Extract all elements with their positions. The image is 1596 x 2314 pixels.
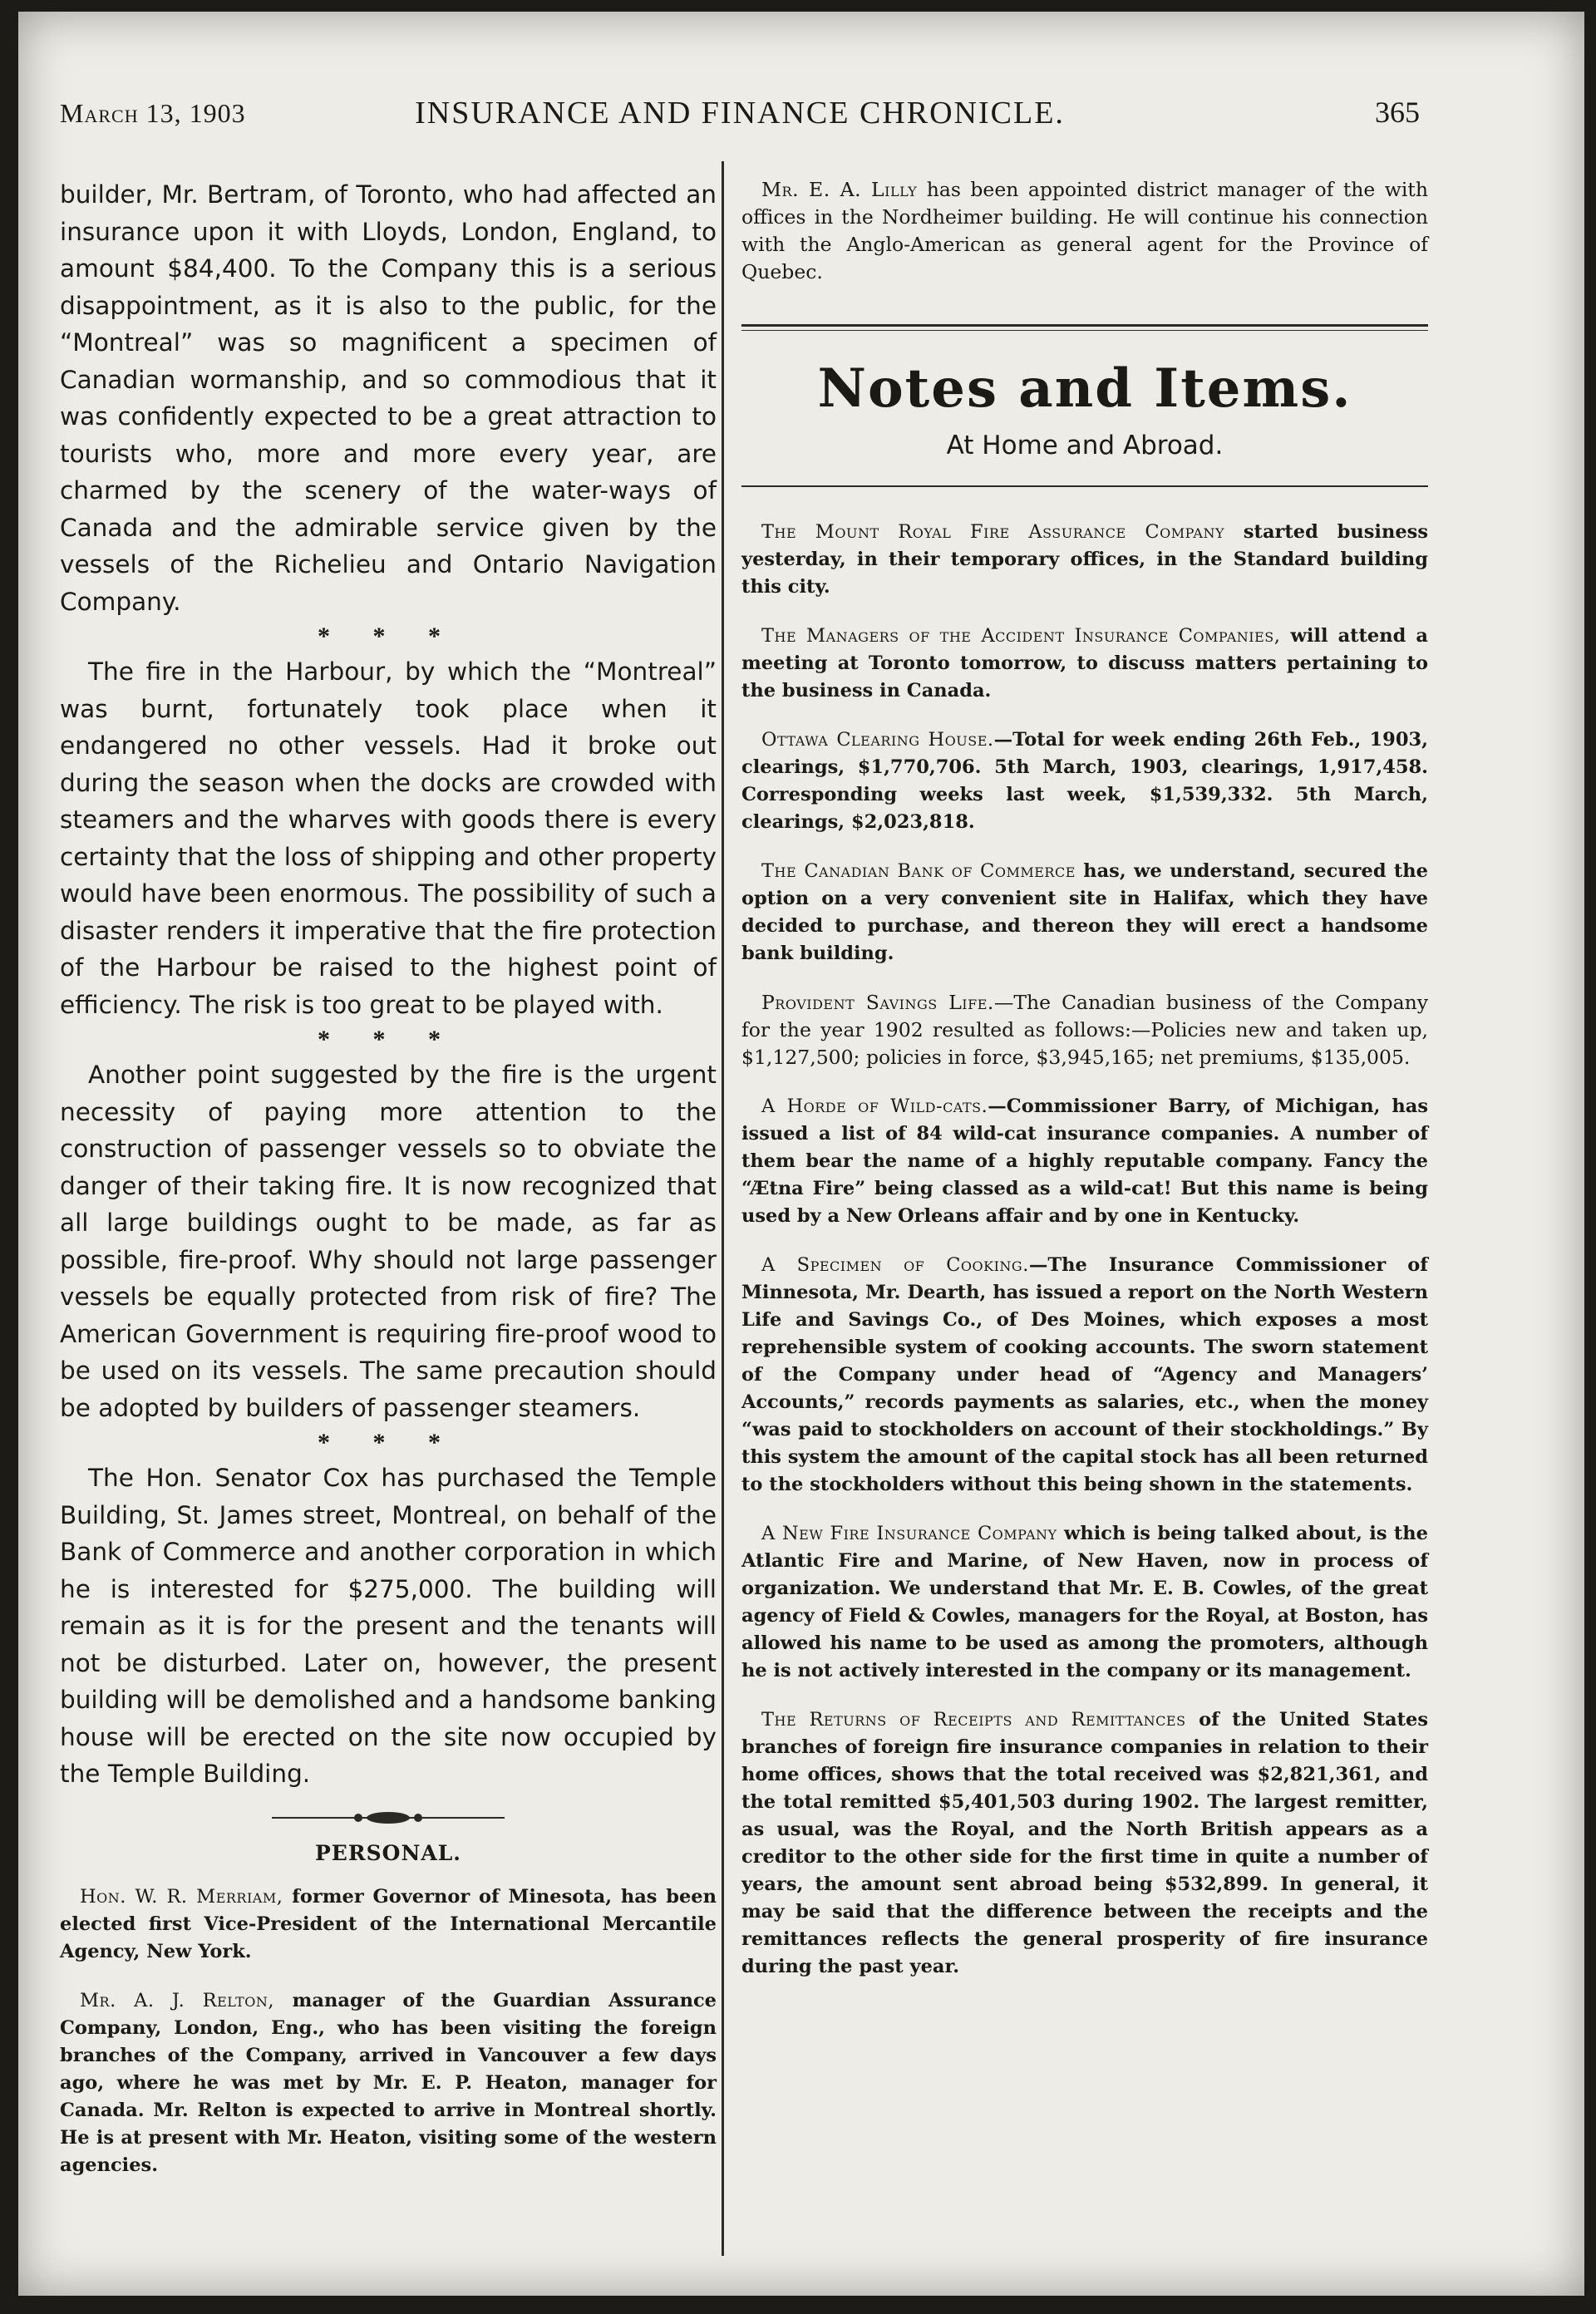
- article-paragraph: The fire in the Harbour, by which the “Montreal” was burnt, fortunately took place when it endangered no other vessels. Had it broke out during the season when the docks are crowded with steamers and the wharves with goods there is every certainty that the loss of shipping and other property would have been enormous. The possibility of such a disaster renders it imperative that the fire protection of the Harbour be raised to the highest point of efficiency. The risk is too great to be played with.: [60, 657, 717, 1019]
- news-item-body: will attend a meeting at Toronto tomorrow, to discuss matters pertaining to the business in Canada.: [741, 625, 1428, 702]
- page-number: 365: [1375, 96, 1420, 129]
- ornament-divider-icon: [272, 1809, 505, 1826]
- personal-item-body: has been appointed district manager of the with offices in the Nordheimer building. He will continue his connection with the Anglo-American as general agent for the Province of Quebec.: [741, 178, 1428, 283]
- personal-heading: PERSONAL.: [315, 1840, 461, 1865]
- news-item: [741, 519, 1428, 601]
- personal-item: [60, 1883, 717, 1966]
- article-paragraph: builder, Mr. Bertram, of Toronto, who had affected an insurance upon it with Lloyds, London, England, to amount $84,400. To the Company this is a serious disappointment, as it is also to the public, for the “Montreal” was so magnificent a specimen of Canadian wormanship, and so commodious that it was confidently expected to be a great attraction to tourists who, more and more every year, are charmed by the scenery of the water-ways of Canada and the admirable service given by the vessels of the Richelieu and Ontario Navigation Company.: [60, 180, 717, 616]
- section-break-stars: * * *: [318, 623, 459, 650]
- page-header: [60, 91, 1420, 133]
- personal-item-lead: Mr. A. J. Relton,: [80, 1989, 275, 2011]
- double-rule: [741, 324, 1428, 331]
- news-item: [741, 989, 1428, 1071]
- news-item: [741, 1093, 1428, 1230]
- column-divider: [722, 161, 724, 2256]
- header-date: March 13, 1903: [60, 98, 246, 128]
- news-item-lead: Ottawa Clearing House.: [761, 729, 994, 751]
- news-item: [741, 1252, 1428, 1499]
- news-item-body: —Total for week ending 26th Feb., 1903, clearings, $1,770,706. 5th March, 1903, clearings, 1,917,458. Corresponding weeks last week, $1,539,332. 5th March, clearings, $2,023,818.: [741, 729, 1428, 833]
- notes-subheading: At Home and Abroad.: [946, 431, 1224, 460]
- news-item-lead: A Horde of Wild-cats.: [761, 1095, 988, 1117]
- news-item: [741, 726, 1428, 836]
- news-item-body: —The Insurance Commissioner of Minnesota, Mr. Dearth, has issued a report on the North Western Life and Savings Co., of Des Moines, which exposes a most reprehensible system of cooking accounts. The sworn statement of the Company under head of “Agency and Managers’ Accounts,” records payments as salaries, etc., when the money “was paid to stockholders on account of their stockholdings.” By this system the amount of the capital stock has all been returned to the stockholders without this being shown in the statements.: [741, 1254, 1428, 1495]
- news-item-lead: A New Fire Insurance Company: [761, 1523, 1057, 1544]
- news-item-body: of the United States branches of foreign fire insurance companies in relation to their home offices, shows that the total received was $2,821,361, and the total remitted $5,401,503 during 1902. The largest remitter, as usual, was the Royal, and the North British appears as a creditor to the other side for the first time in quite a number of years, the amount sent abroad being $532,899. In general, it may be said that the difference between the receipts and the remittances reflects the general prosperity of fire insurance during the past year.: [741, 1709, 1428, 1977]
- news-item-body: started business yesterday, in their temporary offices, in the Standard building this city.: [741, 521, 1428, 598]
- news-item-lead: A Specimen of Cooking.: [761, 1254, 1029, 1276]
- news-item: [741, 1520, 1428, 1685]
- news-item: [741, 623, 1428, 705]
- article-paragraph: The Hon. Senator Cox has purchased the Temple Building, St. James street, Montreal, on behalf of the Bank of Commerce and another corporation in which he is interested for $275,000. The building will remain as it is for the present and the tenants will not be disturbed. Later on, however, the present building will be demolished and a handsome banking house will be erected on the site now occupied by the Temple Building.: [60, 1464, 717, 1788]
- personal-item-body: manager of the Guardian Assurance Company, London, Eng., who has been visiting the foreign branches of the Company, arrived in Vancouver a few days ago, where he was met by Mr. E. P. Heaton, manager for Canada. Mr. Relton is expected to arrive in Montreal shortly. He is at present with Mr. Heaton, visiting some of the western agencies.: [60, 1989, 717, 2176]
- news-item-lead: The Canadian Bank of Commerce: [761, 860, 1076, 882]
- news-item-body: has, we understand, secured the option on a very convenient site in Halifax, which they have decided to purchase, and thereon they will erect a handsome bank building.: [741, 860, 1428, 964]
- news-item-lead: The Managers of the Accident Insurance Companies,: [761, 625, 1281, 647]
- news-item-lead: The Mount Royal Fire Assurance Company: [761, 521, 1225, 543]
- personal-item: [741, 176, 1428, 286]
- news-item: [741, 1706, 1428, 1981]
- section-break-stars: * * *: [318, 1429, 459, 1456]
- personal-item-lead: Mr. E. A. Lilly: [761, 178, 918, 201]
- personal-item: [60, 1987, 717, 2179]
- personal-item-lead: Hon. W. R. Merriam,: [80, 1885, 283, 1908]
- news-item: [741, 858, 1428, 967]
- right-column: [741, 176, 1428, 2002]
- publication-title: INSURANCE AND FINANCE CHRONICLE.: [415, 96, 1065, 130]
- news-item-lead: Provident Savings Life.: [761, 991, 994, 1014]
- news-item-body: which is being talked about, is the Atlantic Fire and Marine, of New Haven, now in process of organization. We understand that Mr. E. B. Cowles, of the great agency of Field & Cowles, managers for the Royal, at Boston, has allowed his name to be used as among the promoters, although he is not actively interested in the company or its management.: [741, 1523, 1428, 1681]
- news-item-lead: The Returns of Receipts and Remittances: [761, 1709, 1186, 1731]
- news-item-body: —Commissioner Barry, of Michigan, has issued a list of 84 wild-cat insurance companies. A number of them bear the name of a highly reputable company. Fancy the “Ætna Fire” being classed as a wild-cat! But this name is being used by a New Orleans affair and by one in Kentucky.: [741, 1095, 1428, 1227]
- section-break-stars: * * *: [318, 1026, 459, 1053]
- rule: [741, 485, 1428, 487]
- notes-and-items-heading: Notes and Items.: [817, 357, 1352, 420]
- left-column: [60, 176, 717, 2201]
- news-item-body: —The Canadian business of the Company for the year 1902 resulted as follows:—Policies new and taken up, $1,127,500; policies in force, $3,945,165; net premiums, $135,005.: [741, 991, 1428, 1069]
- newspaper-page: [18, 12, 1584, 2296]
- article-paragraph: Another point suggested by the fire is the urgent necessity of paying more attention to the construction of passenger vessels so to obviate the danger of their taking fire. It is now recognized that all large buildings ought to be made, as far as possible, fire-proof. Why should not large passenger vessels be equally protected from risk of fire? The American Government is requiring fire-proof wood to be used on its vessels. The same precaution should be adopted by builders of passenger steamers.: [60, 1061, 717, 1422]
- personal-item-body: former Governor of Minesota, has been elected first Vice-President of the International Mercantile Agency, New York.: [60, 1885, 717, 1962]
